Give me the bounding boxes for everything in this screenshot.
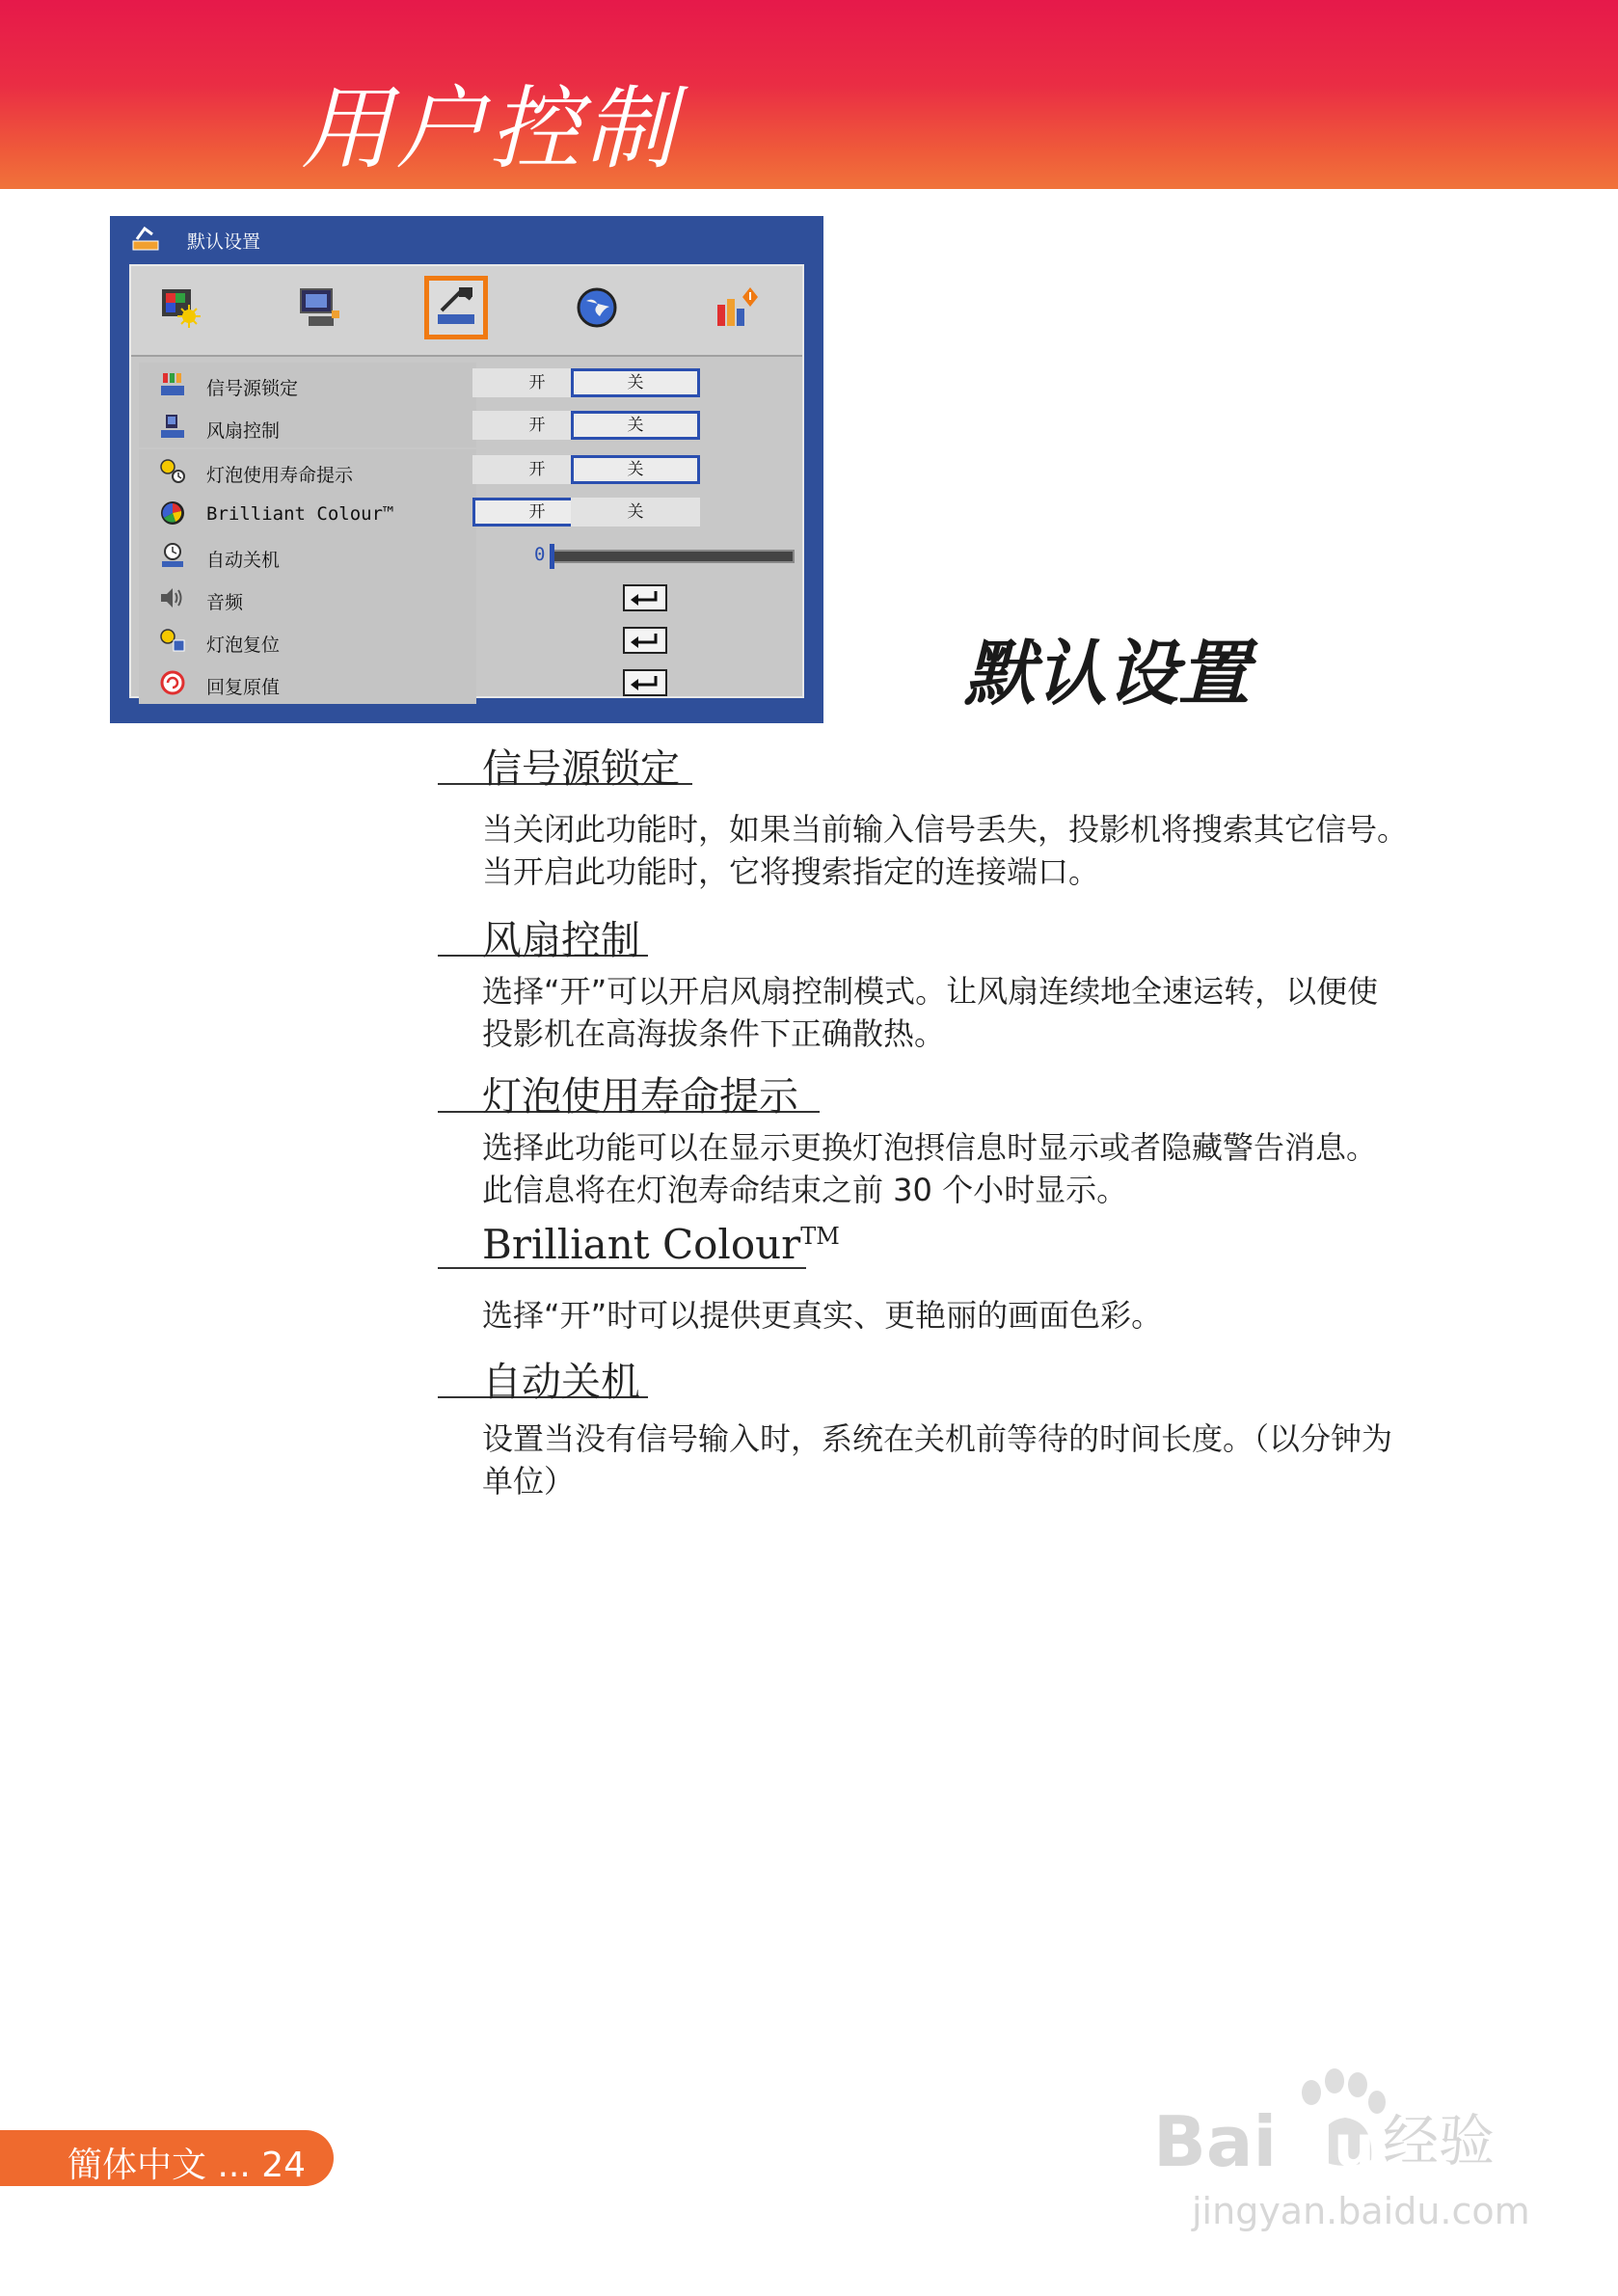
- item-text-lamp-reminder: [482, 1126, 1524, 1211]
- osd-tabbar: [131, 266, 802, 357]
- lamp-reminder-icon: [158, 457, 187, 484]
- text-line: 选择此功能可以在显示更换灯泡摂信息时显示或者隐藏警告消息。: [482, 1129, 1378, 1166]
- row-label-area: [139, 577, 476, 619]
- option-off[interactable]: 关: [571, 498, 700, 527]
- text-line: 此信息将在灯泡寿命结束之前 30 个小时显示。: [482, 1172, 1128, 1208]
- menu-row-label: 信号源锁定: [206, 378, 299, 399]
- text-line: 当开启此功能时，它将搜索指定的连接端口。: [482, 853, 1100, 890]
- tab-options[interactable]: [565, 276, 629, 339]
- item-text-fan-control: [482, 970, 1524, 1055]
- item-heading-fan-control: 风扇控制: [482, 917, 640, 963]
- item-text-brilliant-colour: [482, 1294, 1524, 1337]
- setup-icon: [131, 226, 160, 253]
- slider-track[interactable]: [552, 550, 795, 563]
- menu-row-label: 回复原值: [206, 677, 281, 698]
- item-heading-auto-off: 自动关机: [482, 1359, 640, 1405]
- menu-row-label: 音频: [206, 592, 244, 613]
- osd-panel: [129, 264, 804, 698]
- globe-icon: [573, 284, 621, 332]
- tab-display[interactable]: [287, 276, 351, 339]
- watermark-brand2: du: [1292, 2113, 1375, 2180]
- speaker-icon: [158, 584, 187, 611]
- menu-row-source-lock[interactable]: [139, 363, 795, 405]
- option-on[interactable]: 开: [472, 455, 602, 484]
- menu-row-label: Brilliant Colour™: [206, 503, 394, 525]
- row-label-area: [139, 363, 476, 405]
- text-line: 当关闭此功能时，如果当前输入信号丢失，投影机将搜索其它信号。: [482, 811, 1409, 848]
- option-on[interactable]: 开: [472, 498, 602, 527]
- enter-icon[interactable]: [623, 627, 667, 654]
- text-line: 选择“开”时可以提供更真实、更艳丽的画面色彩。: [482, 1297, 1163, 1334]
- menu-row-lamp-reminder[interactable]: [139, 449, 795, 492]
- row-label-area: [139, 534, 476, 577]
- item-heading-brilliant-colour: [482, 1221, 840, 1268]
- menu-row-brilliant-colour[interactable]: [139, 492, 795, 534]
- display-icon: [295, 284, 343, 332]
- footer-label: 簡体中文 ... 24: [67, 2146, 307, 2185]
- item-heading-lamp-reminder: 灯泡使用寿命提示: [482, 1073, 798, 1120]
- menu-row-auto-off[interactable]: [139, 534, 795, 577]
- row-label-area: [139, 619, 476, 662]
- menu-row-label: 灯泡使用寿命提示: [206, 465, 354, 486]
- row-label-area: [139, 405, 476, 447]
- text-line: 设置当没有信号输入时，系统在关机前等待的时间长度。（以分钟为: [482, 1420, 1393, 1457]
- option-off[interactable]: 关: [571, 411, 700, 440]
- osd-titlebar: [110, 216, 823, 262]
- source-lock-icon: [158, 370, 187, 397]
- auto-off-icon: [158, 542, 187, 569]
- item-heading-source-lock: 信号源锁定: [482, 745, 680, 792]
- text-line: 单位）: [482, 1463, 576, 1499]
- menu-row-fan-control[interactable]: [139, 405, 795, 447]
- watermark-brand: Bai: [1153, 2101, 1278, 2182]
- section-title: 默认设置: [964, 633, 1250, 716]
- option-off[interactable]: 关: [571, 455, 700, 484]
- setup-icon: [432, 284, 480, 332]
- fan-icon: [158, 413, 187, 440]
- tab-setup[interactable]: [424, 276, 488, 339]
- menu-row-reset[interactable]: [139, 662, 795, 704]
- osd-menu: [110, 216, 823, 723]
- item-text-auto-off: [482, 1418, 1524, 1502]
- tab-picture[interactable]: [148, 276, 212, 339]
- page-title: 用户控制: [301, 77, 680, 182]
- trademark-sup: TM: [800, 1223, 840, 1250]
- row-label-area: [139, 662, 476, 704]
- heading-text: Brilliant Colour: [482, 1221, 801, 1268]
- option-on[interactable]: 开: [472, 368, 602, 397]
- tab-info[interactable]: [704, 276, 768, 339]
- menu-row-audio[interactable]: [139, 577, 795, 619]
- menu-row-lamp-reset[interactable]: [139, 619, 795, 662]
- header-band: [0, 0, 1618, 189]
- reset-icon: [158, 669, 187, 696]
- menu-row-label: 灯泡复位: [206, 635, 281, 656]
- text-line: 投影机在高海拔条件下正确散热。: [482, 1015, 946, 1052]
- watermark-url: jingyan.baidu.com: [1192, 2190, 1530, 2232]
- lamp-reset-icon: [158, 627, 187, 654]
- option-off[interactable]: 关: [571, 368, 700, 397]
- item-text-source-lock: [482, 808, 1524, 893]
- enter-icon[interactable]: [623, 584, 667, 611]
- watermark-suffix: 经验: [1383, 2108, 1496, 2174]
- menu-row-label: 自动关机: [206, 550, 281, 571]
- enter-icon[interactable]: [623, 669, 667, 696]
- footer-page-tab: [0, 2130, 334, 2186]
- picture-icon: [156, 284, 204, 332]
- text-line: 选择“开”可以开启风扇控制模式。让风扇连续地全速运转，以便使: [482, 973, 1379, 1010]
- osd-title: 默认设置: [187, 231, 261, 253]
- baidu-watermark: [1147, 2054, 1552, 2237]
- info-icon: [712, 284, 760, 332]
- option-on[interactable]: 开: [472, 411, 602, 440]
- slider-knob[interactable]: [550, 544, 554, 569]
- slider-value: 0: [534, 544, 546, 565]
- color-wheel-icon: [158, 500, 187, 527]
- menu-row-label: 风扇控制: [206, 420, 281, 442]
